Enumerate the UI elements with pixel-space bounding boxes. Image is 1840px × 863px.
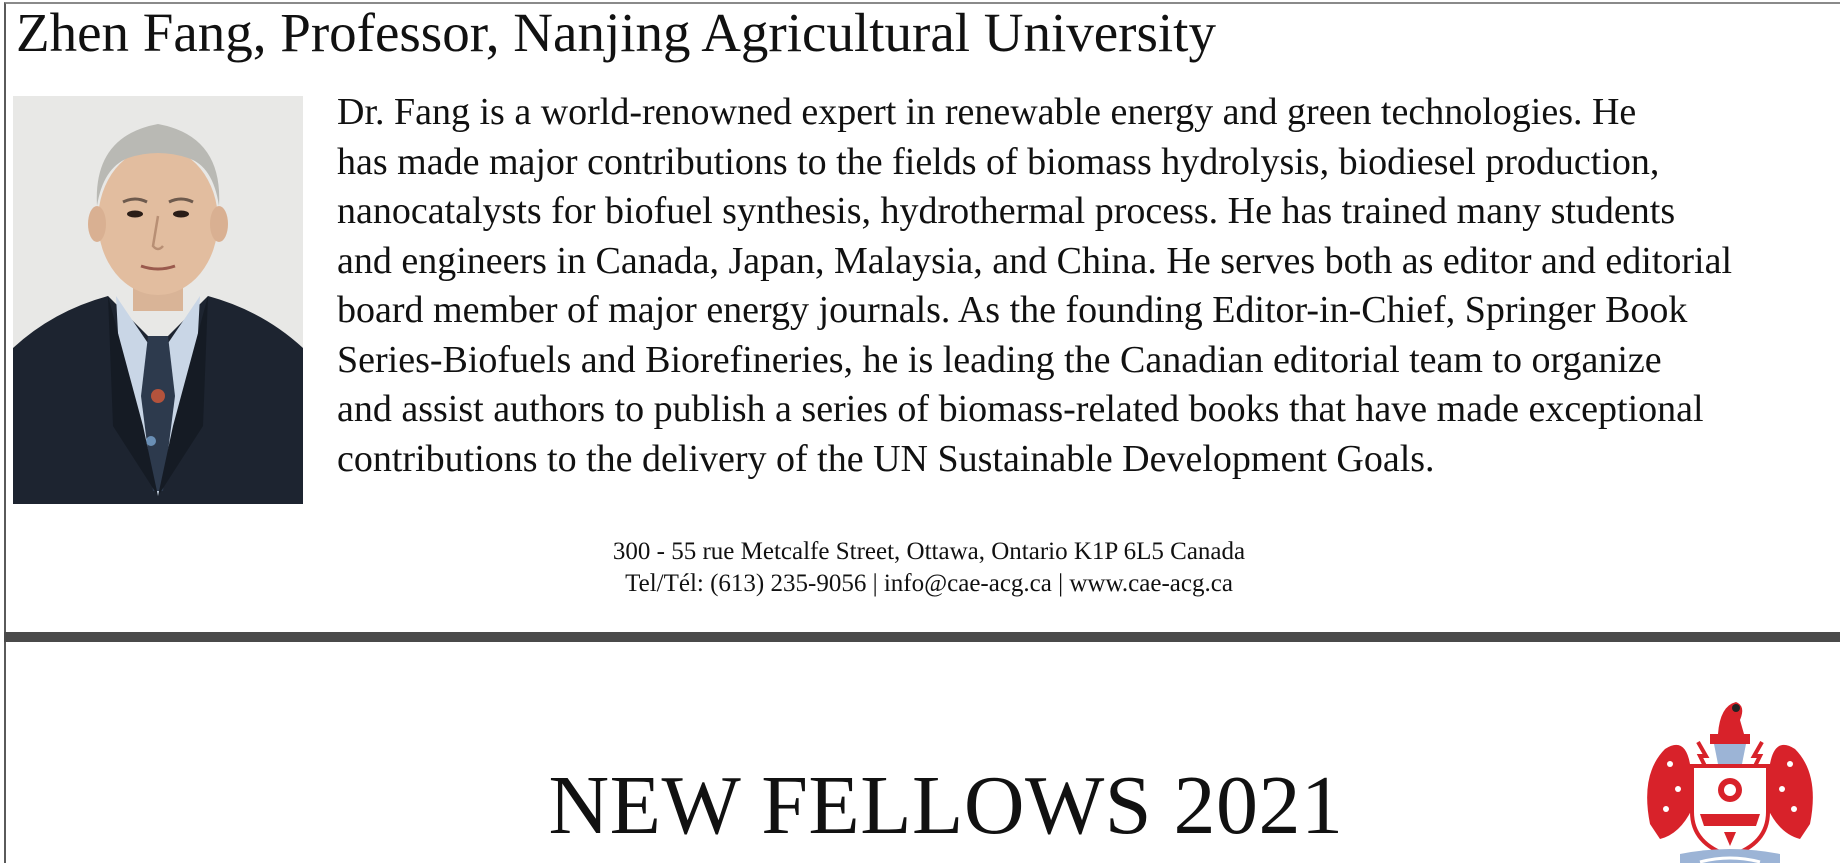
bio-line: contributions to the delivery of the UN Sustainable Development Goals. xyxy=(337,437,1435,480)
bio-line: nanocatalysts for biofuel synthesis, hydrothermal process. He has trained many students xyxy=(337,190,1676,232)
page-title: NEW FELLOWS 2021 xyxy=(548,759,1344,852)
bio-line: and assist authors to publish a series of biomass-related books that have made exceptional xyxy=(337,388,1704,430)
bio-line: Series-Biofuels and Biorefineries, he is leading the Canadian editorial team to organize xyxy=(337,338,1662,381)
page-separator xyxy=(4,632,1840,642)
bio-line: board member of major energy journals. As the founding Editor-in-Chief, Springer Book xyxy=(337,289,1688,331)
footer-address: 300 - 55 rue Metcalfe Street, Ottawa, Ontario K1P 6L5 Canada xyxy=(612,538,1246,565)
coat-of-arms-icon xyxy=(1640,694,1820,863)
bio-line: Dr. Fang is a world-renowned expert in renewable energy and green technologies. He xyxy=(337,91,1637,133)
document-page-1 xyxy=(4,2,1840,632)
footer-contact: Tel/Tél: (613) 235-9056 | info@cae-acg.ca | www.cae-acg.ca xyxy=(625,570,1233,597)
bio-line: and engineers in Canada, Japan, Malaysia, and China. He serves both as editor and editorial xyxy=(337,239,1733,282)
portrait-photo xyxy=(13,96,303,504)
bio-line: has made major contributions to the fields of biomass hydrolysis, biodiesel production, xyxy=(337,140,1660,183)
document-page-2 xyxy=(4,642,1840,863)
profile-heading: Zhen Fang, Professor, Nanjing Agricultural University xyxy=(16,2,1216,63)
page-footer xyxy=(6,536,1840,600)
profile-bio xyxy=(337,88,1840,484)
